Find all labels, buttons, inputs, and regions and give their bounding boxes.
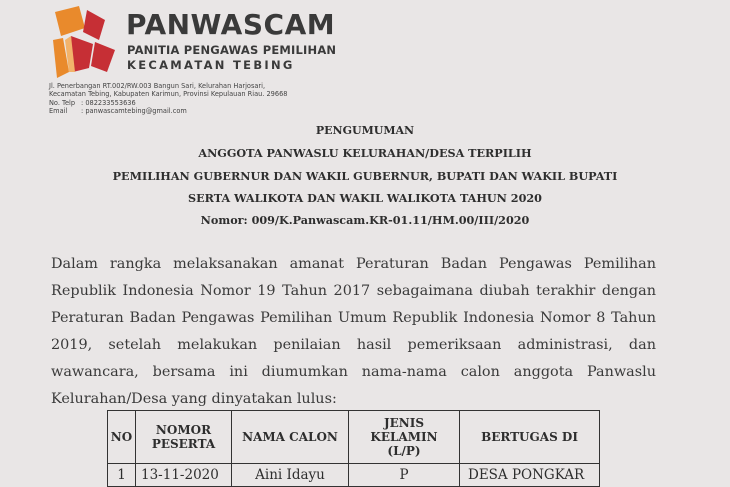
- announcement-header: [0, 120, 730, 231]
- header-text: (L/P): [387, 444, 421, 458]
- body-paragraph: [51, 251, 656, 413]
- email-value: : panwascamtebing@gmail.com: [81, 106, 187, 115]
- header-no: NO: [108, 411, 136, 464]
- body-line: 2019, setelah melakukan penilaian hasil pemeriksaan administrasi, dan: [51, 337, 656, 353]
- header-nomor-peserta: [136, 411, 232, 464]
- header-bertugas-di: BERTUGAS DI: [460, 411, 600, 464]
- email-label: Email: [49, 106, 68, 115]
- org-district: KECAMATAN TEBING: [127, 58, 295, 72]
- cell-jenis-kelamin: P: [349, 464, 460, 487]
- header-nama-calon: NAMA CALON: [232, 411, 349, 464]
- announcement-subtitle: ANGGOTA PANWASLU KELURAHAN/DESA TERPILIH: [198, 146, 532, 161]
- election-line: PEMILIHAN GUBERNUR DAN WAKIL GUBERNUR, BUPATI DAN WAKIL BUPATI: [112, 168, 618, 183]
- header-text: JENIS: [383, 416, 425, 430]
- header-jenis-kelamin: [349, 411, 460, 464]
- header-text: PESERTA: [151, 437, 216, 451]
- email-row: [49, 107, 287, 115]
- cell-bertugas-di: DESA PONGKAR: [460, 464, 600, 487]
- announcement-title: PENGUMUMAN: [315, 124, 415, 137]
- phone-label: No. Telp: [49, 98, 76, 107]
- candidates-table: [107, 410, 600, 487]
- body-line: Kelurahan/Desa yang dinyatakan lulus:: [51, 391, 337, 407]
- address-line: Jl. Penerbangan RT.002/RW.003 Bangun Sari, Kelurahan Harjosari,: [49, 82, 266, 90]
- cell-no: 1: [108, 464, 136, 487]
- cell-nama-calon: Aini Idayu: [232, 464, 349, 487]
- document-number: Nomor: 009/K.Panwascam.KR-01.11/HM.00/III/2020: [200, 213, 530, 228]
- cell-nomor-peserta: 13-11-2020: [136, 464, 232, 487]
- org-name: PANWASCAM: [126, 8, 336, 41]
- table-row: [108, 464, 600, 487]
- phone-value: : 082233553636: [81, 98, 136, 107]
- body-line: wawancara, bersama ini diumumkan nama-nama calon anggota Panwaslu: [51, 364, 656, 380]
- body-line: Peraturan Badan Pengawas Pemilihan Umum Republik Indonesia Nomor 8 Tahun: [51, 310, 656, 326]
- phone-row: [49, 99, 287, 107]
- election-year-line: SERTA WALIKOTA DAN WAKIL WALIKOTA TAHUN 2020: [188, 190, 542, 205]
- letterhead-address: [49, 82, 287, 115]
- body-line: Dalam rangka melaksanakan amanat Peraturan Badan Pengawas Pemilihan: [51, 256, 656, 272]
- panwascam-logo-icon: [49, 6, 119, 80]
- org-subtitle: PANITIA PENGAWAS PEMILIHAN: [127, 43, 337, 57]
- table-header-row: [108, 411, 600, 464]
- body-line: Republik Indonesia Nomor 19 Tahun 2017 sebagaimana diubah terakhir dengan: [51, 283, 656, 299]
- header-text: KELAMIN: [370, 430, 438, 444]
- header-text: NOMOR: [155, 423, 212, 437]
- address-line: Kecamatan Tebing, Kabupaten Karimun, Provinsi Kepulauan Riau. 29668: [49, 90, 288, 99]
